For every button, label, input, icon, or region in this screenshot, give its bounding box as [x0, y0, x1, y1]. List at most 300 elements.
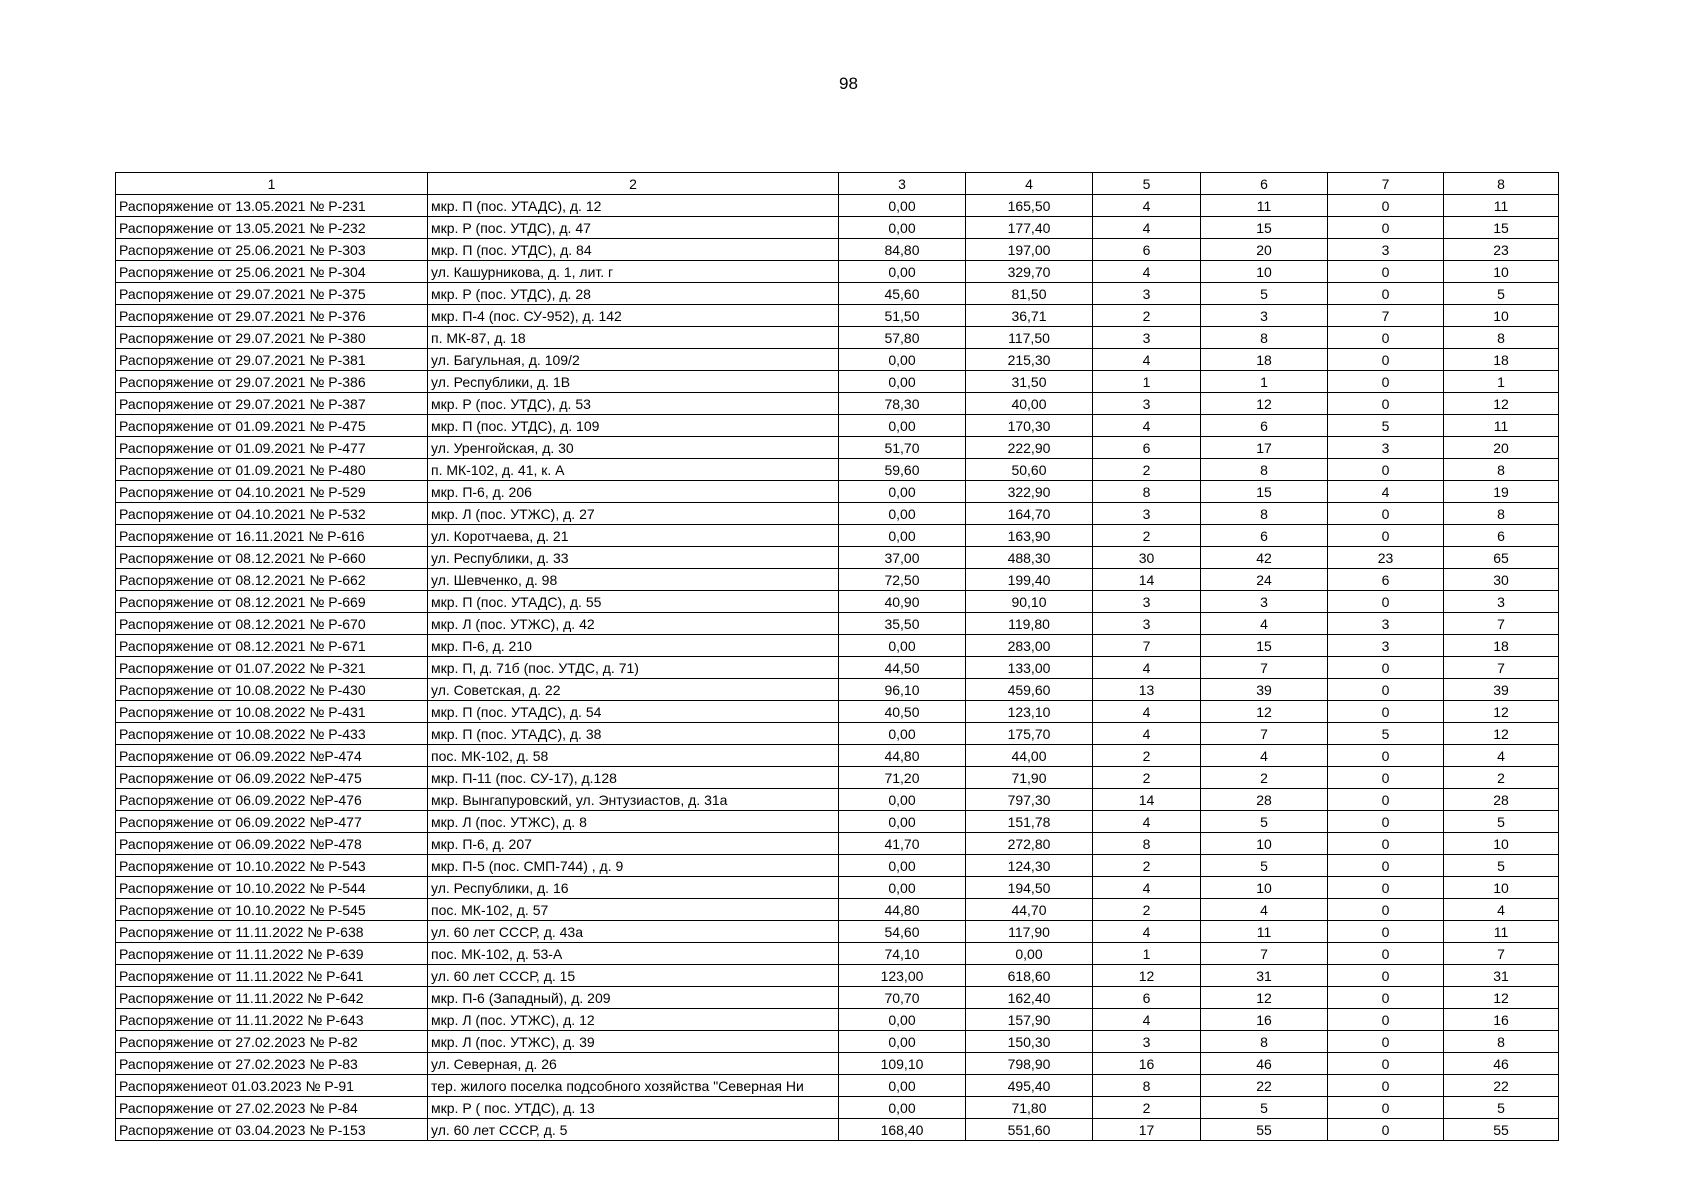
value-cell: 41,70 — [839, 833, 966, 855]
table-row — [116, 305, 1559, 327]
value-cell: 322,90 — [966, 481, 1093, 503]
count-cell: 17 — [1093, 1119, 1201, 1141]
count-cell: 31 — [1444, 965, 1559, 987]
address-cell: мкр. Р (пос. УТДС), д. 53 — [428, 393, 839, 415]
count-cell: 3 — [1093, 503, 1201, 525]
count-cell: 18 — [1444, 635, 1559, 657]
value-cell: 40,50 — [839, 701, 966, 723]
count-cell: 5 — [1444, 1097, 1559, 1119]
count-cell: 7 — [1328, 305, 1444, 327]
count-cell: 22 — [1201, 1075, 1328, 1097]
table-row — [116, 437, 1559, 459]
table-row — [116, 745, 1559, 767]
document-cell: Распоряжение от 27.02.2023 № Р-82 — [116, 1031, 428, 1053]
value-cell: 222,90 — [966, 437, 1093, 459]
document-cell: Распоряжение от 11.11.2022 № Р-639 — [116, 943, 428, 965]
value-cell: 133,00 — [966, 657, 1093, 679]
count-cell: 0 — [1328, 1097, 1444, 1119]
count-cell: 0 — [1328, 195, 1444, 217]
address-cell: мкр. П-4 (пос. СУ-952), д. 142 — [428, 305, 839, 327]
value-cell: 488,30 — [966, 547, 1093, 569]
data-table — [115, 172, 1559, 1141]
count-cell: 6 — [1201, 415, 1328, 437]
count-cell: 0 — [1328, 1031, 1444, 1053]
count-cell: 28 — [1201, 789, 1328, 811]
count-cell: 0 — [1328, 1053, 1444, 1075]
count-cell: 3 — [1201, 591, 1328, 613]
table-row — [116, 393, 1559, 415]
count-cell: 1 — [1201, 371, 1328, 393]
table-row — [116, 459, 1559, 481]
address-cell: пос. МК-102, д. 57 — [428, 899, 839, 921]
document-cell: Распоряжение от 29.07.2021 № Р-380 — [116, 327, 428, 349]
count-cell: 4 — [1093, 349, 1201, 371]
count-cell: 12 — [1201, 987, 1328, 1009]
count-cell: 4 — [1093, 217, 1201, 239]
value-cell: 71,90 — [966, 767, 1093, 789]
count-cell: 5 — [1201, 811, 1328, 833]
value-cell: 0,00 — [839, 855, 966, 877]
count-cell: 0 — [1328, 1009, 1444, 1031]
count-cell: 28 — [1444, 789, 1559, 811]
address-cell: мкр. П (пос. УТДС), д. 109 — [428, 415, 839, 437]
count-cell: 13 — [1093, 679, 1201, 701]
value-cell: 0,00 — [839, 415, 966, 437]
count-cell: 2 — [1093, 525, 1201, 547]
value-cell: 124,30 — [966, 855, 1093, 877]
count-cell: 0 — [1328, 393, 1444, 415]
count-cell: 0 — [1328, 525, 1444, 547]
address-cell: мкр. П, д. 71б (пос. УТДС, д. 71) — [428, 657, 839, 679]
document-cell: Распоряжение от 13.05.2021 № Р-232 — [116, 217, 428, 239]
value-cell: 44,70 — [966, 899, 1093, 921]
table-header-row — [116, 173, 1559, 195]
value-cell: 0,00 — [839, 1097, 966, 1119]
document-cell: Распоряжение от 06.09.2022 №Р-477 — [116, 811, 428, 833]
count-cell: 3 — [1328, 613, 1444, 635]
address-cell: мкр. П-6, д. 206 — [428, 481, 839, 503]
count-cell: 55 — [1444, 1119, 1559, 1141]
table-row — [116, 679, 1559, 701]
count-cell: 7 — [1444, 943, 1559, 965]
value-cell: 175,70 — [966, 723, 1093, 745]
count-cell: 17 — [1201, 437, 1328, 459]
count-cell: 0 — [1328, 1119, 1444, 1141]
count-cell: 7 — [1444, 613, 1559, 635]
value-cell: 51,70 — [839, 437, 966, 459]
count-cell: 10 — [1444, 833, 1559, 855]
document-cell: Распоряжениеот 01.03.2023 № Р-91 — [116, 1075, 428, 1097]
count-cell: 24 — [1201, 569, 1328, 591]
value-cell: 797,30 — [966, 789, 1093, 811]
count-cell: 8 — [1093, 833, 1201, 855]
address-cell: п. МК-87, д. 18 — [428, 327, 839, 349]
value-cell: 84,80 — [839, 239, 966, 261]
address-cell: мкр. Р (пос. УТДС), д. 47 — [428, 217, 839, 239]
count-cell: 4 — [1093, 723, 1201, 745]
count-cell: 22 — [1444, 1075, 1559, 1097]
count-cell: 5 — [1444, 811, 1559, 833]
count-cell: 12 — [1444, 701, 1559, 723]
column-header: 6 — [1201, 173, 1328, 195]
count-cell: 2 — [1093, 459, 1201, 481]
count-cell: 0 — [1328, 745, 1444, 767]
count-cell: 23 — [1328, 547, 1444, 569]
count-cell: 8 — [1093, 1075, 1201, 1097]
address-cell: пос. МК-102, д. 53-А — [428, 943, 839, 965]
count-cell: 42 — [1201, 547, 1328, 569]
table-row — [116, 1119, 1559, 1141]
value-cell: 70,70 — [839, 987, 966, 1009]
count-cell: 0 — [1328, 943, 1444, 965]
value-cell: 40,90 — [839, 591, 966, 613]
count-cell: 0 — [1328, 833, 1444, 855]
address-cell: ул. 60 лет СССР, д. 15 — [428, 965, 839, 987]
count-cell: 6 — [1444, 525, 1559, 547]
count-cell: 19 — [1444, 481, 1559, 503]
document-cell: Распоряжение от 29.07.2021 № Р-381 — [116, 349, 428, 371]
value-cell: 35,50 — [839, 613, 966, 635]
table-row — [116, 1031, 1559, 1053]
count-cell: 6 — [1328, 569, 1444, 591]
table-row — [116, 635, 1559, 657]
count-cell: 6 — [1093, 987, 1201, 1009]
address-cell: мкр. П (пос. УТАДС), д. 55 — [428, 591, 839, 613]
count-cell: 4 — [1444, 745, 1559, 767]
address-cell: мкр. П (пос. УТАДС), д. 38 — [428, 723, 839, 745]
table-row — [116, 877, 1559, 899]
count-cell: 2 — [1444, 767, 1559, 789]
document-cell: Распоряжение от 25.06.2021 № Р-303 — [116, 239, 428, 261]
count-cell: 30 — [1444, 569, 1559, 591]
address-cell: мкр. П (пос. УТДС), д. 84 — [428, 239, 839, 261]
table-row — [116, 371, 1559, 393]
document-cell: Распоряжение от 10.08.2022 № Р-431 — [116, 701, 428, 723]
count-cell: 0 — [1328, 657, 1444, 679]
value-cell: 0,00 — [839, 481, 966, 503]
document-cell: Распоряжение от 08.12.2021 № Р-671 — [116, 635, 428, 657]
value-cell: 0,00 — [839, 1031, 966, 1053]
count-cell: 8 — [1444, 503, 1559, 525]
value-cell: 199,40 — [966, 569, 1093, 591]
address-cell: мкр. Вынгапуровский, ул. Энтузиастов, д. 31а — [428, 789, 839, 811]
count-cell: 10 — [1444, 877, 1559, 899]
count-cell: 16 — [1201, 1009, 1328, 1031]
document-cell: Распоряжение от 10.10.2022 № Р-544 — [116, 877, 428, 899]
count-cell: 0 — [1328, 327, 1444, 349]
value-cell: 150,30 — [966, 1031, 1093, 1053]
count-cell: 20 — [1201, 239, 1328, 261]
table-row — [116, 195, 1559, 217]
value-cell: 0,00 — [839, 723, 966, 745]
count-cell: 11 — [1444, 195, 1559, 217]
count-cell: 65 — [1444, 547, 1559, 569]
count-cell: 4 — [1093, 261, 1201, 283]
count-cell: 0 — [1328, 679, 1444, 701]
count-cell: 2 — [1093, 767, 1201, 789]
value-cell: 0,00 — [966, 943, 1093, 965]
count-cell: 4 — [1093, 415, 1201, 437]
count-cell: 0 — [1328, 503, 1444, 525]
value-cell: 0,00 — [839, 1009, 966, 1031]
count-cell: 5 — [1201, 283, 1328, 305]
value-cell: 495,40 — [966, 1075, 1093, 1097]
count-cell: 14 — [1093, 569, 1201, 591]
value-cell: 272,80 — [966, 833, 1093, 855]
count-cell: 0 — [1328, 767, 1444, 789]
address-cell: ул. 60 лет СССР, д. 5 — [428, 1119, 839, 1141]
count-cell: 5 — [1444, 283, 1559, 305]
value-cell: 157,90 — [966, 1009, 1093, 1031]
table-row — [116, 569, 1559, 591]
value-cell: 117,50 — [966, 327, 1093, 349]
count-cell: 10 — [1201, 261, 1328, 283]
count-cell: 4 — [1093, 701, 1201, 723]
document-cell: Распоряжение от 10.08.2022 № Р-433 — [116, 723, 428, 745]
count-cell: 10 — [1444, 261, 1559, 283]
value-cell: 0,00 — [839, 789, 966, 811]
value-cell: 78,30 — [839, 393, 966, 415]
table-row — [116, 217, 1559, 239]
value-cell: 177,40 — [966, 217, 1093, 239]
count-cell: 3 — [1093, 613, 1201, 635]
table-row — [116, 723, 1559, 745]
address-cell: мкр. Л (пос. УТЖС), д. 8 — [428, 811, 839, 833]
count-cell: 6 — [1093, 239, 1201, 261]
count-cell: 1 — [1093, 371, 1201, 393]
count-cell: 0 — [1328, 283, 1444, 305]
count-cell: 8 — [1201, 503, 1328, 525]
address-cell: мкр. П-6, д. 207 — [428, 833, 839, 855]
table-row — [116, 789, 1559, 811]
count-cell: 2 — [1093, 899, 1201, 921]
document-cell: Распоряжение от 08.12.2021 № Р-660 — [116, 547, 428, 569]
address-cell: п. МК-102, д. 41, к. А — [428, 459, 839, 481]
value-cell: 0,00 — [839, 371, 966, 393]
table-row — [116, 921, 1559, 943]
column-header: 4 — [966, 173, 1093, 195]
count-cell: 30 — [1093, 547, 1201, 569]
column-header: 1 — [116, 173, 428, 195]
value-cell: 57,80 — [839, 327, 966, 349]
value-cell: 59,60 — [839, 459, 966, 481]
address-cell: мкр. П (пос. УТАДС), д. 12 — [428, 195, 839, 217]
count-cell: 12 — [1201, 701, 1328, 723]
count-cell: 0 — [1328, 855, 1444, 877]
address-cell: ул. Кашурникова, д. 1, лит. г — [428, 261, 839, 283]
count-cell: 0 — [1328, 261, 1444, 283]
count-cell: 4 — [1093, 195, 1201, 217]
page-number: 98 — [839, 74, 858, 93]
address-cell: мкр. Л (пос. УТЖС), д. 27 — [428, 503, 839, 525]
value-cell: 81,50 — [966, 283, 1093, 305]
count-cell: 7 — [1201, 723, 1328, 745]
document-cell: Распоряжение от 06.09.2022 №Р-476 — [116, 789, 428, 811]
value-cell: 0,00 — [839, 195, 966, 217]
value-cell: 197,00 — [966, 239, 1093, 261]
count-cell: 12 — [1444, 723, 1559, 745]
address-cell: мкр. П-6, д. 210 — [428, 635, 839, 657]
document-cell: Распоряжение от 03.04.2023 № Р-153 — [116, 1119, 428, 1141]
count-cell: 0 — [1328, 789, 1444, 811]
value-cell: 0,00 — [839, 217, 966, 239]
count-cell: 20 — [1444, 437, 1559, 459]
value-cell: 44,00 — [966, 745, 1093, 767]
count-cell: 31 — [1201, 965, 1328, 987]
count-cell: 0 — [1328, 217, 1444, 239]
value-cell: 618,60 — [966, 965, 1093, 987]
count-cell: 0 — [1328, 1075, 1444, 1097]
count-cell: 8 — [1444, 327, 1559, 349]
count-cell: 14 — [1093, 789, 1201, 811]
document-cell: Распоряжение от 08.12.2021 № Р-662 — [116, 569, 428, 591]
document-cell: Распоряжение от 06.09.2022 №Р-475 — [116, 767, 428, 789]
address-cell: ул. Республики, д. 16 — [428, 877, 839, 899]
count-cell: 12 — [1444, 393, 1559, 415]
count-cell: 18 — [1201, 349, 1328, 371]
value-cell: 162,40 — [966, 987, 1093, 1009]
value-cell: 0,00 — [839, 261, 966, 283]
document-cell: Распоряжение от 10.10.2022 № Р-543 — [116, 855, 428, 877]
document-cell: Распоряжение от 10.10.2022 № Р-545 — [116, 899, 428, 921]
value-cell: 215,30 — [966, 349, 1093, 371]
value-cell: 51,50 — [839, 305, 966, 327]
table-row — [116, 349, 1559, 371]
count-cell: 7 — [1201, 943, 1328, 965]
count-cell: 3 — [1093, 283, 1201, 305]
address-cell: ул. Багульная, д. 109/2 — [428, 349, 839, 371]
document-cell: Распоряжение от 29.07.2021 № Р-375 — [116, 283, 428, 305]
value-cell: 123,00 — [839, 965, 966, 987]
address-cell: мкр. Л (пос. УТЖС), д. 39 — [428, 1031, 839, 1053]
document-cell: Распоряжение от 11.11.2022 № Р-643 — [116, 1009, 428, 1031]
table-row — [116, 811, 1559, 833]
column-header: 3 — [839, 173, 966, 195]
value-cell: 71,20 — [839, 767, 966, 789]
count-cell: 8 — [1444, 1031, 1559, 1053]
value-cell: 0,00 — [839, 1075, 966, 1097]
address-cell: тер. жилого поселка подсобного хозяйства "Северная Ни — [428, 1075, 839, 1097]
value-cell: 74,10 — [839, 943, 966, 965]
value-cell: 164,70 — [966, 503, 1093, 525]
count-cell: 4 — [1093, 921, 1201, 943]
count-cell: 18 — [1444, 349, 1559, 371]
document-cell: Распоряжение от 27.02.2023 № Р-84 — [116, 1097, 428, 1119]
count-cell: 15 — [1201, 217, 1328, 239]
address-cell: ул. Северная, д. 26 — [428, 1053, 839, 1075]
count-cell: 5 — [1201, 1097, 1328, 1119]
count-cell: 16 — [1444, 1009, 1559, 1031]
value-cell: 151,78 — [966, 811, 1093, 833]
count-cell: 7 — [1444, 657, 1559, 679]
value-cell: 50,60 — [966, 459, 1093, 481]
address-cell: мкр. П-5 (пос. СМП-744) , д. 9 — [428, 855, 839, 877]
document-cell: Распоряжение от 01.09.2021 № Р-475 — [116, 415, 428, 437]
value-cell: 31,50 — [966, 371, 1093, 393]
value-cell: 0,00 — [839, 503, 966, 525]
count-cell: 11 — [1444, 921, 1559, 943]
table-row — [116, 965, 1559, 987]
count-cell: 7 — [1201, 657, 1328, 679]
document-cell: Распоряжение от 06.09.2022 №Р-478 — [116, 833, 428, 855]
value-cell: 45,60 — [839, 283, 966, 305]
document-cell: Распоряжение от 04.10.2021 № Р-529 — [116, 481, 428, 503]
count-cell: 11 — [1201, 195, 1328, 217]
address-cell: ул. Советская, д. 22 — [428, 679, 839, 701]
count-cell: 10 — [1201, 833, 1328, 855]
document-cell: Распоряжение от 11.11.2022 № Р-638 — [116, 921, 428, 943]
table-row — [116, 547, 1559, 569]
count-cell: 5 — [1328, 723, 1444, 745]
count-cell: 8 — [1201, 459, 1328, 481]
document-cell: Распоряжение от 16.11.2021 № Р-616 — [116, 525, 428, 547]
count-cell: 8 — [1201, 1031, 1328, 1053]
count-cell: 39 — [1201, 679, 1328, 701]
column-header: 5 — [1093, 173, 1201, 195]
count-cell: 6 — [1201, 525, 1328, 547]
table-row — [116, 415, 1559, 437]
value-cell: 72,50 — [839, 569, 966, 591]
count-cell: 8 — [1093, 481, 1201, 503]
table-row — [116, 701, 1559, 723]
address-cell: мкр. П-6 (Западный), д. 209 — [428, 987, 839, 1009]
address-cell: ул. Республики, д. 1В — [428, 371, 839, 393]
value-cell: 459,60 — [966, 679, 1093, 701]
address-cell: пос. МК-102, д. 58 — [428, 745, 839, 767]
count-cell: 3 — [1328, 635, 1444, 657]
value-cell: 54,60 — [839, 921, 966, 943]
count-cell: 5 — [1201, 855, 1328, 877]
column-header: 2 — [428, 173, 839, 195]
count-cell: 10 — [1444, 305, 1559, 327]
count-cell: 39 — [1444, 679, 1559, 701]
count-cell: 0 — [1328, 811, 1444, 833]
value-cell: 0,00 — [839, 349, 966, 371]
address-cell: мкр. Л (пос. УТЖС), д. 12 — [428, 1009, 839, 1031]
count-cell: 4 — [1328, 481, 1444, 503]
value-cell: 168,40 — [839, 1119, 966, 1141]
count-cell: 15 — [1444, 217, 1559, 239]
count-cell: 11 — [1201, 921, 1328, 943]
count-cell: 0 — [1328, 921, 1444, 943]
table-row — [116, 1097, 1559, 1119]
address-cell: ул. Коротчаева, д. 21 — [428, 525, 839, 547]
document-cell: Распоряжение от 29.07.2021 № Р-376 — [116, 305, 428, 327]
count-cell: 12 — [1444, 987, 1559, 1009]
table-row — [116, 503, 1559, 525]
document-cell: Распоряжение от 29.07.2021 № Р-386 — [116, 371, 428, 393]
value-cell: 44,80 — [839, 745, 966, 767]
value-cell: 798,90 — [966, 1053, 1093, 1075]
count-cell: 46 — [1444, 1053, 1559, 1075]
value-cell: 44,50 — [839, 657, 966, 679]
table-row — [116, 943, 1559, 965]
value-cell: 551,60 — [966, 1119, 1093, 1141]
count-cell: 4 — [1201, 899, 1328, 921]
count-cell: 4 — [1201, 745, 1328, 767]
count-cell: 0 — [1328, 371, 1444, 393]
count-cell: 12 — [1093, 965, 1201, 987]
count-cell: 4 — [1093, 657, 1201, 679]
document-cell: Распоряжение от 06.09.2022 №Р-474 — [116, 745, 428, 767]
document-cell: Распоряжение от 11.11.2022 № Р-641 — [116, 965, 428, 987]
count-cell: 5 — [1444, 855, 1559, 877]
value-cell: 165,50 — [966, 195, 1093, 217]
count-cell: 15 — [1201, 635, 1328, 657]
address-cell: мкр. Л (пос. УТЖС), д. 42 — [428, 613, 839, 635]
count-cell: 15 — [1201, 481, 1328, 503]
value-cell: 109,10 — [839, 1053, 966, 1075]
